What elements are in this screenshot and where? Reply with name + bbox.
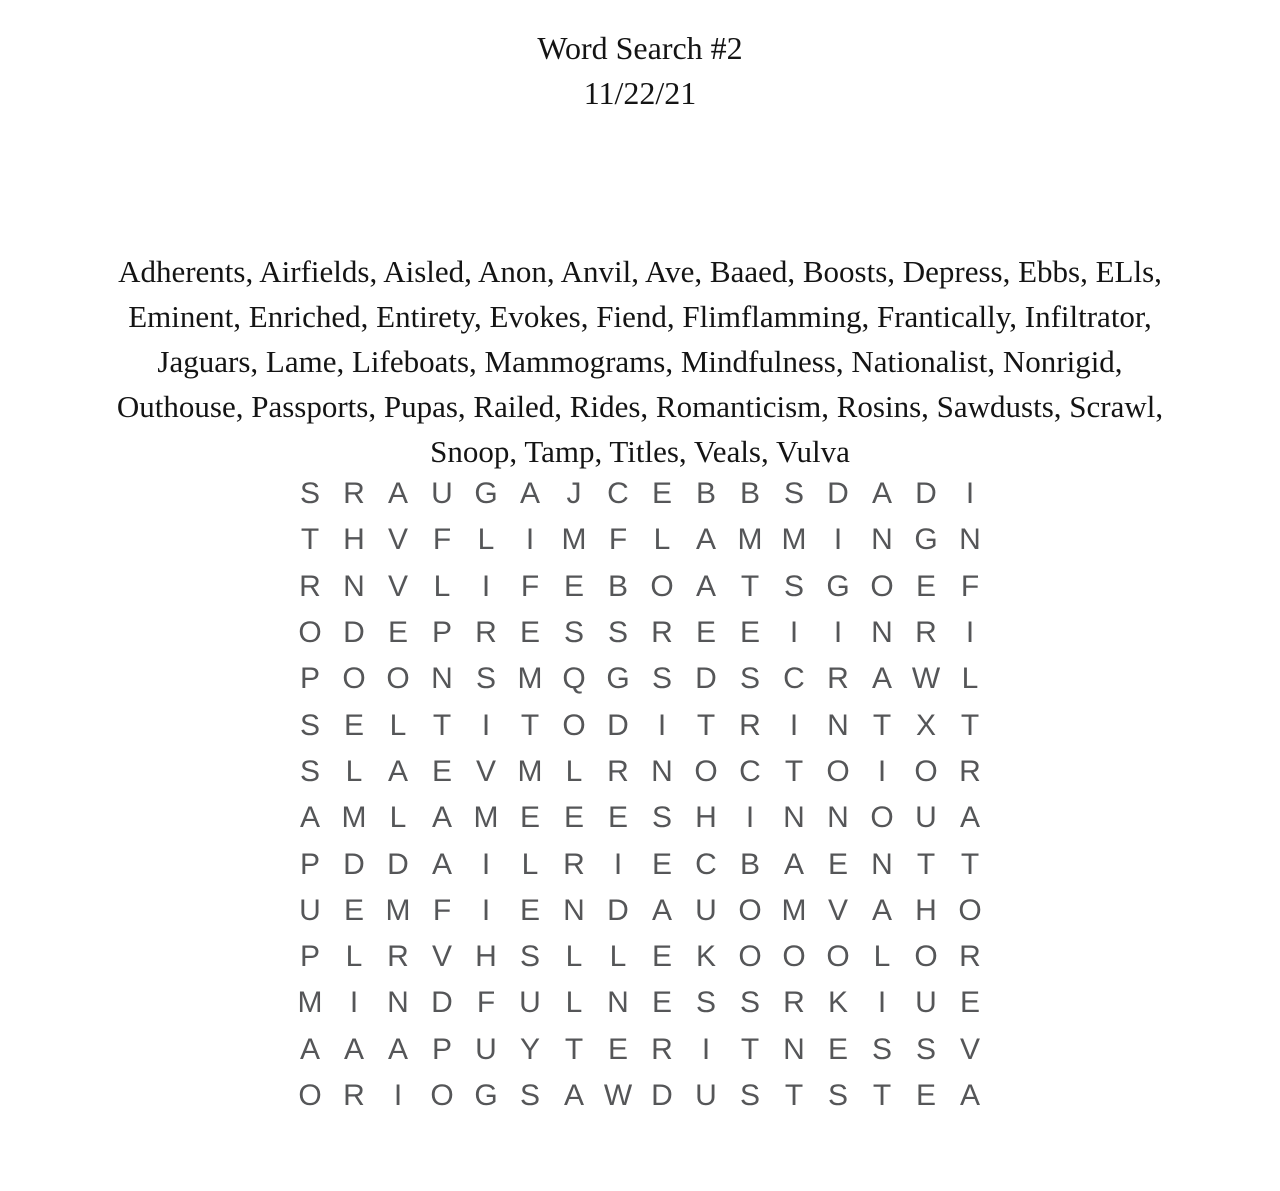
grid-cell: S — [299, 477, 320, 511]
grid-cell: D — [607, 893, 629, 927]
grid-cell: M — [561, 523, 587, 557]
grid-cell: I — [525, 523, 535, 557]
grid-cell: O — [738, 940, 762, 974]
grid-cell: G — [826, 569, 850, 603]
grid-cell: E — [343, 708, 364, 742]
grid-cell: T — [432, 708, 452, 742]
grid-cell: L — [477, 523, 495, 557]
grid-cell: A — [563, 1079, 584, 1112]
grid-cell: R — [299, 569, 321, 603]
grid-cell: D — [651, 1079, 673, 1112]
grid-cell: T — [872, 708, 892, 742]
grid-cell: L — [961, 662, 979, 696]
grid-cell: M — [297, 986, 323, 1020]
grid-cell: A — [959, 1079, 980, 1112]
grid-cell: E — [827, 1032, 848, 1066]
grid-cell: I — [877, 986, 887, 1020]
grid-cell: N — [607, 986, 629, 1020]
grid-cell: I — [965, 477, 975, 511]
grid-cell: O — [386, 662, 410, 696]
grid-cell: I — [701, 1032, 711, 1066]
grid-cell: I — [789, 708, 799, 742]
grid-cell: N — [871, 847, 893, 881]
grid-cell: D — [695, 662, 717, 696]
grid-cell: U — [299, 893, 321, 927]
grid-cell: V — [431, 940, 452, 974]
grid-cell: H — [695, 801, 717, 835]
grid-cell: Q — [562, 662, 586, 696]
grid-cell: E — [607, 801, 628, 835]
grid-cell: V — [387, 523, 408, 557]
grid-cell: O — [914, 754, 938, 788]
grid-cell: U — [915, 801, 937, 835]
grid-cell: O — [958, 893, 982, 927]
page-header — [0, 0, 1280, 116]
grid-cell: T — [300, 523, 320, 557]
word-list-line: Eminent, Enriched, Entirety, Evokes, Fiend, Flimflamming, Frantically, Infiltrator, — [128, 299, 1152, 334]
grid-cell: E — [651, 847, 672, 881]
grid-cell: N — [827, 801, 849, 835]
grid-cell: R — [343, 477, 365, 511]
grid-cell: F — [960, 569, 980, 603]
grid-cell: I — [657, 708, 667, 742]
grid-cell: U — [915, 986, 937, 1020]
word-list-line: Snoop, Tamp, Titles, Veals, Vulva — [430, 434, 850, 469]
grid-cell: E — [607, 1032, 628, 1066]
grid-cell: D — [387, 847, 409, 881]
grid-cell: D — [607, 708, 629, 742]
grid-cell: E — [343, 893, 364, 927]
grid-cell: N — [783, 1032, 805, 1066]
grid-cell: A — [871, 662, 892, 696]
grid-cell: V — [387, 569, 408, 603]
grid-cell: R — [739, 708, 761, 742]
grid-cell: B — [695, 477, 716, 511]
grid-cell: U — [475, 1032, 497, 1066]
grid-cell: M — [737, 523, 763, 557]
grid-cell: Y — [519, 1032, 540, 1066]
grid-cell: M — [341, 801, 367, 835]
grid-cell: E — [387, 616, 408, 650]
grid-cell: P — [431, 1032, 452, 1066]
grid-cell: T — [784, 754, 804, 788]
grid-cell: U — [695, 893, 717, 927]
letter-grid — [288, 471, 992, 1119]
grid-cell: F — [432, 523, 452, 557]
grid-cell: R — [607, 754, 629, 788]
grid-cell: D — [431, 986, 453, 1020]
grid-cell: A — [299, 1032, 320, 1066]
grid-cell: O — [342, 662, 366, 696]
grid-cell: I — [789, 616, 799, 650]
grid-cell: O — [870, 801, 894, 835]
grid-cell: K — [827, 986, 848, 1020]
grid-cell: S — [827, 1079, 848, 1112]
grid-cell: T — [872, 1079, 892, 1112]
grid-cell: L — [873, 940, 891, 974]
grid-cell: A — [387, 477, 408, 511]
grid-cell: S — [739, 986, 760, 1020]
grid-cell: L — [345, 940, 363, 974]
grid-cell: A — [651, 893, 672, 927]
grid-cell: R — [651, 616, 673, 650]
grid-cell: L — [653, 523, 671, 557]
grid-cell: S — [563, 616, 584, 650]
grid-cell: I — [349, 986, 359, 1020]
grid-cell: S — [739, 1079, 760, 1112]
grid-cell: I — [481, 847, 491, 881]
grid-cell: C — [739, 754, 761, 788]
grid-cell: L — [609, 940, 627, 974]
grid-cell: K — [695, 940, 716, 974]
grid-cell: L — [565, 986, 583, 1020]
grid-cell: S — [519, 1079, 540, 1112]
grid-cell: E — [915, 569, 936, 603]
grid-cell: W — [911, 662, 941, 696]
grid-cell: O — [782, 940, 806, 974]
grid-cell: S — [299, 754, 320, 788]
grid-cell: H — [475, 940, 497, 974]
grid-cell: R — [651, 1032, 673, 1066]
grid-cell: S — [915, 1032, 936, 1066]
grid-cell: I — [481, 708, 491, 742]
grid-cell: G — [474, 477, 498, 511]
grid-cell: E — [431, 754, 452, 788]
grid-cell: S — [475, 662, 496, 696]
grid-cell: D — [915, 477, 937, 511]
grid-cell: P — [299, 847, 320, 881]
grid-cell: F — [476, 986, 496, 1020]
grid-cell: O — [870, 569, 894, 603]
grid-cell: R — [343, 1079, 365, 1112]
grid-cell: N — [783, 801, 805, 835]
grid-cell: D — [343, 616, 365, 650]
grid-cell: T — [564, 1032, 584, 1066]
grid-cell: S — [607, 616, 628, 650]
grid-cell: B — [607, 569, 628, 603]
page-title: Word Search #2 — [537, 30, 743, 66]
page-date: 11/22/21 — [583, 75, 697, 111]
grid-cell: H — [343, 523, 365, 557]
grid-cell: A — [871, 477, 892, 511]
grid-cell: T — [696, 708, 716, 742]
grid-cell: A — [431, 801, 452, 835]
grid-cell: A — [519, 477, 540, 511]
grid-cell: N — [959, 523, 981, 557]
grid-cell: M — [781, 523, 807, 557]
grid-cell: E — [915, 1079, 936, 1112]
grid-cell: J — [566, 477, 582, 511]
grid-cell: P — [299, 940, 320, 974]
word-list — [0, 249, 1280, 474]
grid-cell: I — [481, 569, 491, 603]
grid-cell: T — [960, 847, 980, 881]
grid-cell: O — [738, 893, 762, 927]
grid-cell: N — [563, 893, 585, 927]
grid-cell: E — [959, 986, 980, 1020]
grid-cell: R — [563, 847, 585, 881]
grid-cell: R — [959, 754, 981, 788]
grid-cell: L — [389, 708, 407, 742]
grid-cell: M — [473, 801, 499, 835]
grid-cell: T — [740, 1032, 760, 1066]
grid-cell: G — [914, 523, 938, 557]
grid-cell: E — [563, 801, 584, 835]
grid-cell: N — [387, 986, 409, 1020]
grid-cell: I — [833, 523, 843, 557]
grid-cell: R — [959, 940, 981, 974]
grid-cell: A — [695, 523, 716, 557]
grid-cell: A — [431, 847, 452, 881]
grid-cell: I — [877, 754, 887, 788]
grid-cell: A — [387, 754, 408, 788]
grid-cell: A — [387, 1032, 408, 1066]
grid-cell: O — [914, 940, 938, 974]
grid-cell: E — [651, 986, 672, 1020]
grid-cell: S — [651, 801, 672, 835]
grid-cell: S — [695, 986, 716, 1020]
grid-cell: T — [784, 1079, 804, 1112]
grid-cell: I — [393, 1079, 403, 1112]
grid-cell: H — [915, 893, 937, 927]
grid-cell: S — [783, 569, 804, 603]
grid-cell: C — [783, 662, 805, 696]
grid-cell: N — [827, 708, 849, 742]
word-list-line: Outhouse, Passports, Pupas, Railed, Rides, Romanticism, Rosins, Sawdusts, Scrawl, — [116, 389, 1164, 424]
grid-cell: A — [959, 801, 980, 835]
grid-cell: E — [519, 801, 540, 835]
grid-cell: F — [432, 893, 452, 927]
grid-cell: A — [695, 569, 716, 603]
grid-cell: U — [519, 986, 541, 1020]
grid-cell: E — [651, 940, 672, 974]
grid-cell: S — [739, 662, 760, 696]
grid-cell: R — [915, 616, 937, 650]
grid-cell: S — [651, 662, 672, 696]
grid-cell: T — [520, 708, 540, 742]
grid-cell: O — [826, 754, 850, 788]
grid-cell: R — [783, 986, 805, 1020]
grid-cell: N — [871, 616, 893, 650]
grid-cell: O — [694, 754, 718, 788]
grid-cell: B — [739, 477, 760, 511]
grid-cell: M — [517, 662, 543, 696]
grid-cell: I — [833, 616, 843, 650]
grid-cell: A — [299, 801, 320, 835]
grid-cell: A — [343, 1032, 364, 1066]
grid-cell: I — [613, 847, 623, 881]
grid-cell: I — [965, 616, 975, 650]
grid-cell: O — [430, 1079, 454, 1112]
grid-cell: E — [695, 616, 716, 650]
grid-cell: E — [651, 477, 672, 511]
grid-cell: X — [915, 708, 936, 742]
grid-cell: I — [481, 893, 491, 927]
grid-cell: C — [695, 847, 717, 881]
grid-cell: R — [387, 940, 409, 974]
grid-cell: M — [517, 754, 543, 788]
grid-cell: O — [562, 708, 586, 742]
grid-cell: L — [345, 754, 363, 788]
grid-cell: B — [739, 847, 760, 881]
grid-cell: E — [563, 569, 584, 603]
grid-cell: O — [298, 1079, 322, 1112]
grid-cell: F — [608, 523, 628, 557]
grid-cell: L — [565, 940, 583, 974]
grid-cell: O — [650, 569, 674, 603]
grid-cell: T — [740, 569, 760, 603]
grid-cell: R — [475, 616, 497, 650]
grid-cell: L — [389, 801, 407, 835]
word-list-line: Jaguars, Lame, Lifeboats, Mammograms, Mindfulness, Nationalist, Nonrigid, — [157, 344, 1123, 379]
grid-cell: P — [299, 662, 320, 696]
grid-cell: V — [959, 1032, 980, 1066]
grid-cell: O — [298, 616, 322, 650]
grid-cell: S — [299, 708, 320, 742]
grid-cell: G — [474, 1079, 498, 1112]
grid-cell: U — [431, 477, 453, 511]
grid-cell: L — [433, 569, 451, 603]
grid-cell: S — [783, 477, 804, 511]
grid-cell: E — [519, 616, 540, 650]
grid-cell: N — [871, 523, 893, 557]
grid-cell: V — [475, 754, 496, 788]
grid-cell: V — [827, 893, 848, 927]
grid-cell: S — [519, 940, 540, 974]
grid-cell: T — [960, 708, 980, 742]
grid-cell: R — [827, 662, 849, 696]
grid-cell: M — [385, 893, 411, 927]
word-list-line: Adherents, Airfields, Aisled, Anon, Anvil, Ave, Baaed, Boosts, Depress, Ebbs, ELls, — [118, 254, 1162, 289]
grid-cell: D — [827, 477, 849, 511]
grid-cell: N — [651, 754, 673, 788]
grid-cell: A — [871, 893, 892, 927]
grid-cell: E — [827, 847, 848, 881]
grid-cell: D — [343, 847, 365, 881]
grid-cell: G — [606, 662, 630, 696]
grid-cell: N — [343, 569, 365, 603]
grid-cell: U — [695, 1079, 717, 1112]
grid-cell: T — [916, 847, 936, 881]
grid-cell: I — [745, 801, 755, 835]
grid-cell: F — [520, 569, 540, 603]
grid-cell: L — [521, 847, 539, 881]
grid-cell: O — [826, 940, 850, 974]
grid-cell: C — [607, 477, 629, 511]
grid-cell: M — [781, 893, 807, 927]
grid-cell: W — [603, 1079, 633, 1112]
grid-cell: P — [431, 616, 452, 650]
grid-cell: N — [431, 662, 453, 696]
grid-cell: L — [565, 754, 583, 788]
grid-cell: A — [783, 847, 804, 881]
grid-cell: E — [519, 893, 540, 927]
grid-cell: E — [739, 616, 760, 650]
grid-cell: S — [871, 1032, 892, 1066]
